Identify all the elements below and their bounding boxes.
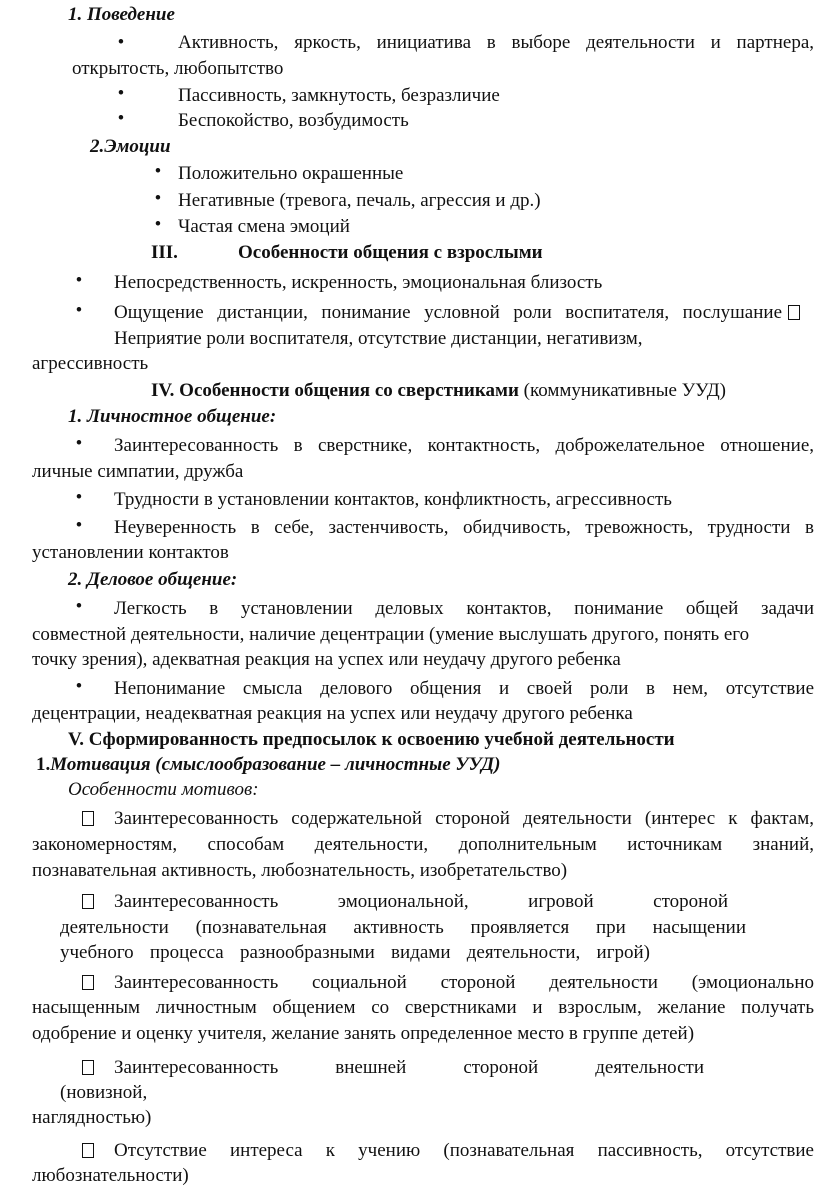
checkbox-icon bbox=[82, 975, 94, 990]
bullet-icon: • bbox=[117, 108, 125, 129]
personal-item-3-text: Неуверенность в себе, застенчивость, обидчивость, тревожность, трудности в bbox=[114, 517, 814, 538]
bullet-icon: • bbox=[75, 515, 83, 536]
behavior-item-2: Пассивность, замкнутость, безразличие bbox=[178, 85, 500, 106]
checkbox-icon bbox=[82, 811, 94, 826]
adults-item-3: Неприятие роли воспитателя, отсутствие дистанции, негативизм, bbox=[114, 328, 643, 349]
motive-item-1-cont2: познавательная активность, любознательность, изобретательство) bbox=[32, 860, 568, 881]
checkbox-icon bbox=[82, 894, 94, 909]
personal-item-3-cont: установлении контактов bbox=[32, 542, 229, 563]
business-item-1-text: Легкость в установлении деловых контактов, понимание общей задачи bbox=[114, 598, 814, 619]
motive-item-4-cont1: (новизной, bbox=[60, 1082, 148, 1103]
behavior-item-1-cont: открытость, любопытство bbox=[72, 58, 284, 79]
motive-item-4-cont2: наглядностью) bbox=[32, 1107, 152, 1128]
motivation-number: 1. bbox=[36, 754, 51, 775]
motive-item-4: Заинтересованность внешней стороной деятельности bbox=[114, 1057, 704, 1078]
personal-item-3 bbox=[114, 515, 814, 541]
personal-item-1-text: Заинтересованность в сверстнике, контактность, доброжелательное отношение, bbox=[114, 435, 814, 456]
motive-item-1-text: Заинтересованность содержательной стороной деятельности (интерес к фактам, bbox=[114, 808, 814, 829]
section-adults-title: Особенности общения с взрослыми bbox=[238, 242, 543, 263]
bullet-icon: • bbox=[117, 32, 125, 53]
business-item-1-cont2: точку зрения), адекватная реакция на успех или неудачу другого ребенка bbox=[32, 649, 621, 670]
emotions-item-3: Частая смена эмоций bbox=[178, 216, 350, 237]
section-emotions-title: 2.Эмоции bbox=[90, 136, 171, 157]
bullet-icon: • bbox=[154, 161, 162, 182]
bullet-icon: • bbox=[75, 300, 83, 321]
bullet-icon: • bbox=[154, 214, 162, 235]
motives-label: Особенности мотивов: bbox=[68, 779, 259, 800]
bullet-icon: • bbox=[75, 487, 83, 508]
motive-item-1 bbox=[114, 806, 814, 832]
bullet-icon: • bbox=[154, 188, 162, 209]
bullet-icon: • bbox=[75, 596, 83, 617]
personal-item-1 bbox=[114, 433, 814, 459]
section-peers-title: IV. Особенности общения со сверстниками bbox=[151, 380, 519, 401]
bullet-icon: • bbox=[117, 83, 125, 104]
motive-item-5: Отсутствие интереса к учению (познавательная пассивность, отсутствие bbox=[114, 1140, 814, 1161]
adults-item-2-text: Ощущение дистанции, понимание условной роли воспитателя, послушание bbox=[114, 302, 782, 323]
business-item-2 bbox=[114, 676, 814, 702]
section-peers-note: (коммуникативные УУД) bbox=[523, 380, 726, 401]
motive-item-3-cont2: одобрение и оценку учителя, желание занять определенное место в группе детей) bbox=[32, 1023, 695, 1044]
motive-item-5-cont: любознательности) bbox=[32, 1165, 189, 1186]
checkbox-icon bbox=[82, 1060, 94, 1075]
adults-item-1: Непосредственность, искренность, эмоциональная близость bbox=[114, 272, 603, 293]
motive-item-2: Заинтересованность эмоциональной, игровой стороной bbox=[114, 891, 728, 912]
bullet-icon: • bbox=[75, 270, 83, 291]
business-communication-title: 2. Деловое общение: bbox=[68, 569, 238, 590]
behavior-item-1-text: Активность, яркость, инициатива в выборе деятельности и партнера, bbox=[178, 32, 814, 53]
bullet-icon: • bbox=[75, 433, 83, 454]
business-item-2-cont: децентрации, неадекватная реакция на успех или неудачу другого ребенка bbox=[32, 703, 633, 724]
adults-item-3-cont: агрессивность bbox=[32, 353, 149, 374]
motive-item-2-cont2: учебного процесса разнообразными видами деятельности, игрой) bbox=[60, 942, 650, 963]
section-learning-title: V. Сформированность предпосылок к освоению учебной деятельности bbox=[68, 729, 675, 750]
bullet-icon: • bbox=[75, 676, 83, 697]
emotions-item-2: Негативные (тревога, печаль, агрессия и др.) bbox=[178, 190, 541, 211]
business-item-1 bbox=[114, 596, 814, 622]
section-adults-number: III. bbox=[151, 242, 178, 263]
behavior-item-3: Беспокойство, возбудимость bbox=[178, 110, 409, 131]
motivation-heading bbox=[36, 752, 500, 778]
checkbox-icon bbox=[82, 1143, 94, 1158]
section-behavior-title: 1. Поведение bbox=[68, 4, 175, 25]
section-peers-heading bbox=[151, 378, 726, 404]
checkbox-icon bbox=[788, 305, 800, 320]
business-item-1-cont1: совместной деятельности, наличие децентрации (умение выслушать другого, понять его bbox=[32, 624, 750, 645]
adults-item-2 bbox=[114, 300, 782, 326]
emotions-item-1: Положительно окрашенные bbox=[178, 163, 404, 184]
business-item-2-text: Непонимание смысла делового общения и своей роли в нем, отсутствие bbox=[114, 678, 814, 699]
motive-item-1-cont1: закономерностям, способам деятельности, дополнительным источникам знаний, bbox=[32, 834, 814, 855]
personal-item-2: Трудности в установлении контактов, конфликтность, агрессивность bbox=[114, 489, 672, 510]
motive-item-3: Заинтересованность социальной стороной деятельности (эмоционально bbox=[114, 972, 814, 993]
motivation-title: Мотивация (смыслообразование – личностные УУД) bbox=[50, 754, 501, 775]
motive-item-2-cont1: деятельности (познавательная активность проявляется при насыщении bbox=[60, 917, 746, 938]
personal-item-1-cont: личные симпатии, дружба bbox=[32, 461, 244, 482]
personal-communication-title: 1. Личностное общение: bbox=[68, 406, 277, 427]
motive-item-3-cont1: насыщенным личностным общением со сверстниками и взрослым, желание получать bbox=[32, 997, 814, 1018]
behavior-item-1 bbox=[178, 30, 814, 56]
